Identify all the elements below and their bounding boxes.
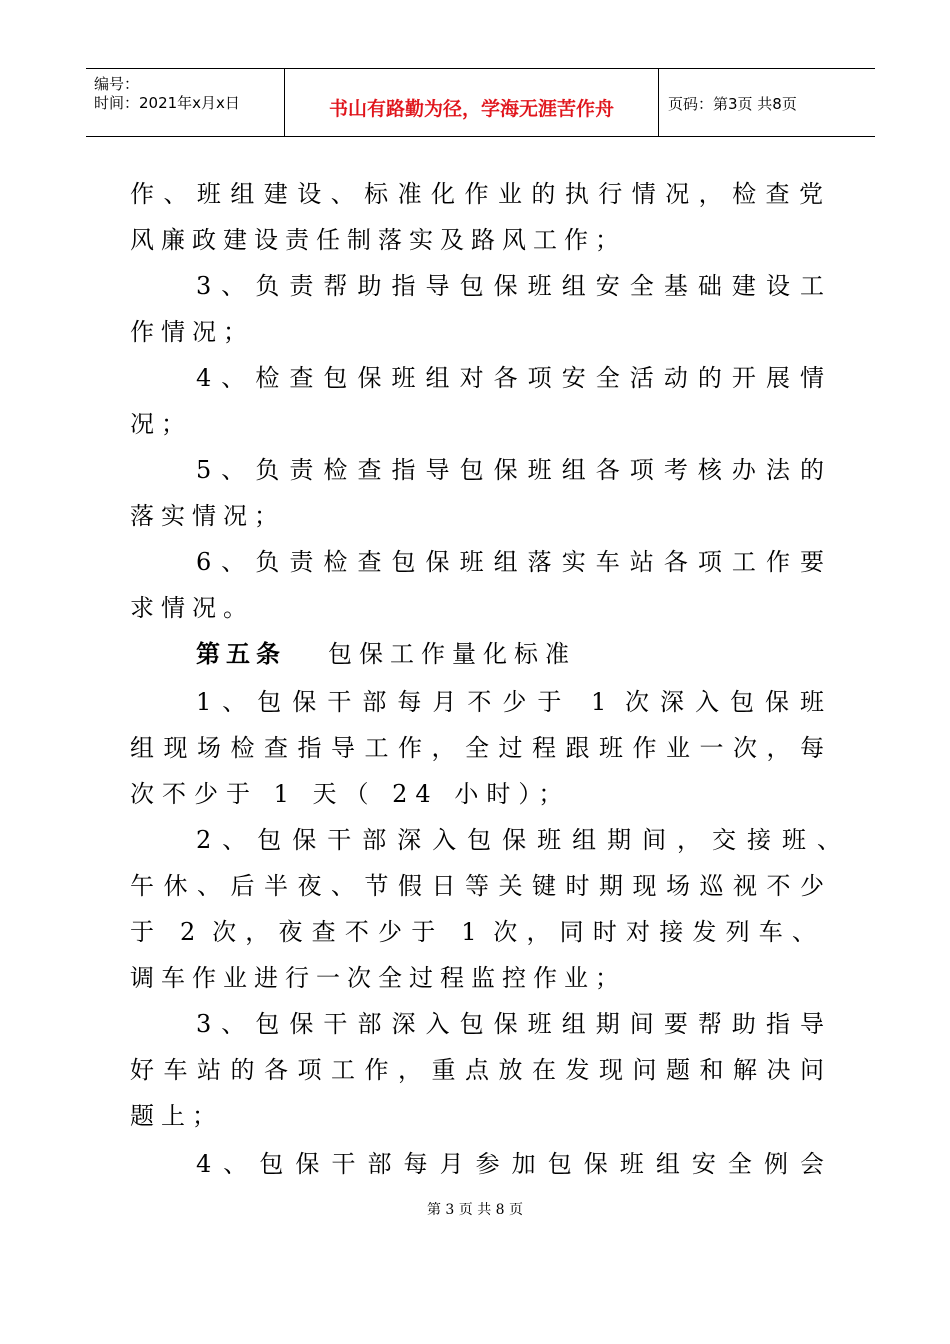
article-heading: 第五条 bbox=[196, 639, 286, 668]
text-line: 况； bbox=[130, 410, 192, 438]
text-line: 5、负责检查指导包保班组各项考核办法的 bbox=[196, 456, 824, 484]
text-line: 组现场检查指导工作，全过程跟班作业一次，每 bbox=[130, 734, 824, 762]
text-line: 2、包保干部深入包保班组期间，交接班、 bbox=[196, 826, 841, 854]
text-line: 6、负责检查包保班组落实车站各项工作要 bbox=[196, 548, 824, 576]
text-line: 4、包保干部每月参加包保班组安全例会 bbox=[196, 1150, 824, 1178]
header-page-cell bbox=[659, 69, 875, 136]
article-title: 包保工作量化标准 bbox=[328, 640, 576, 668]
text-line: 作情况； bbox=[130, 318, 254, 346]
text-line: 1、包保干部每月不少于 1 次深入包保班 bbox=[196, 688, 824, 716]
header-meta-cell bbox=[86, 69, 285, 136]
text-line: 作、班组建设、标准化作业的执行情况，检查党 bbox=[130, 180, 824, 208]
text-line: 3、包保干部深入包保班组期间要帮助指导 bbox=[196, 1010, 824, 1038]
page-code: 页码：第3页 共8页 bbox=[668, 95, 797, 113]
text-line: 4、检查包保班组对各项安全活动的开展情 bbox=[196, 364, 824, 392]
text-line: 好车站的各项工作，重点放在发现问题和解决问 bbox=[130, 1056, 824, 1084]
text-line: 于 2 次，夜查不少于 1 次，同时对接发列车、 bbox=[130, 918, 816, 946]
text-line: 午休、后半夜、节假日等关键时期现场巡视不少 bbox=[130, 872, 824, 900]
text-line: 题上； bbox=[130, 1102, 223, 1130]
number-label: 编号： bbox=[94, 75, 140, 93]
motto-text: 书山有路勤为径，学海无涯苦作舟 bbox=[328, 98, 614, 120]
time-label: 时间：2021年x月x日 bbox=[94, 94, 240, 112]
text-line: 风廉政建设责任制落实及路风工作； bbox=[130, 226, 626, 254]
page-footer: 第 3 页 共 8 页 bbox=[426, 1202, 524, 1218]
text-line: 调车作业进行一次全过程监控作业； bbox=[130, 964, 626, 992]
text-line: 次不少于 1 天（ 24 小时）； bbox=[130, 780, 571, 808]
text-line: 落实情况； bbox=[130, 502, 285, 530]
text-line: 求情况。 bbox=[130, 594, 254, 622]
header-motto-cell bbox=[285, 69, 659, 136]
text-line: 3、负责帮助指导包保班组安全基础建设工 bbox=[196, 272, 824, 300]
page-header bbox=[86, 68, 875, 137]
